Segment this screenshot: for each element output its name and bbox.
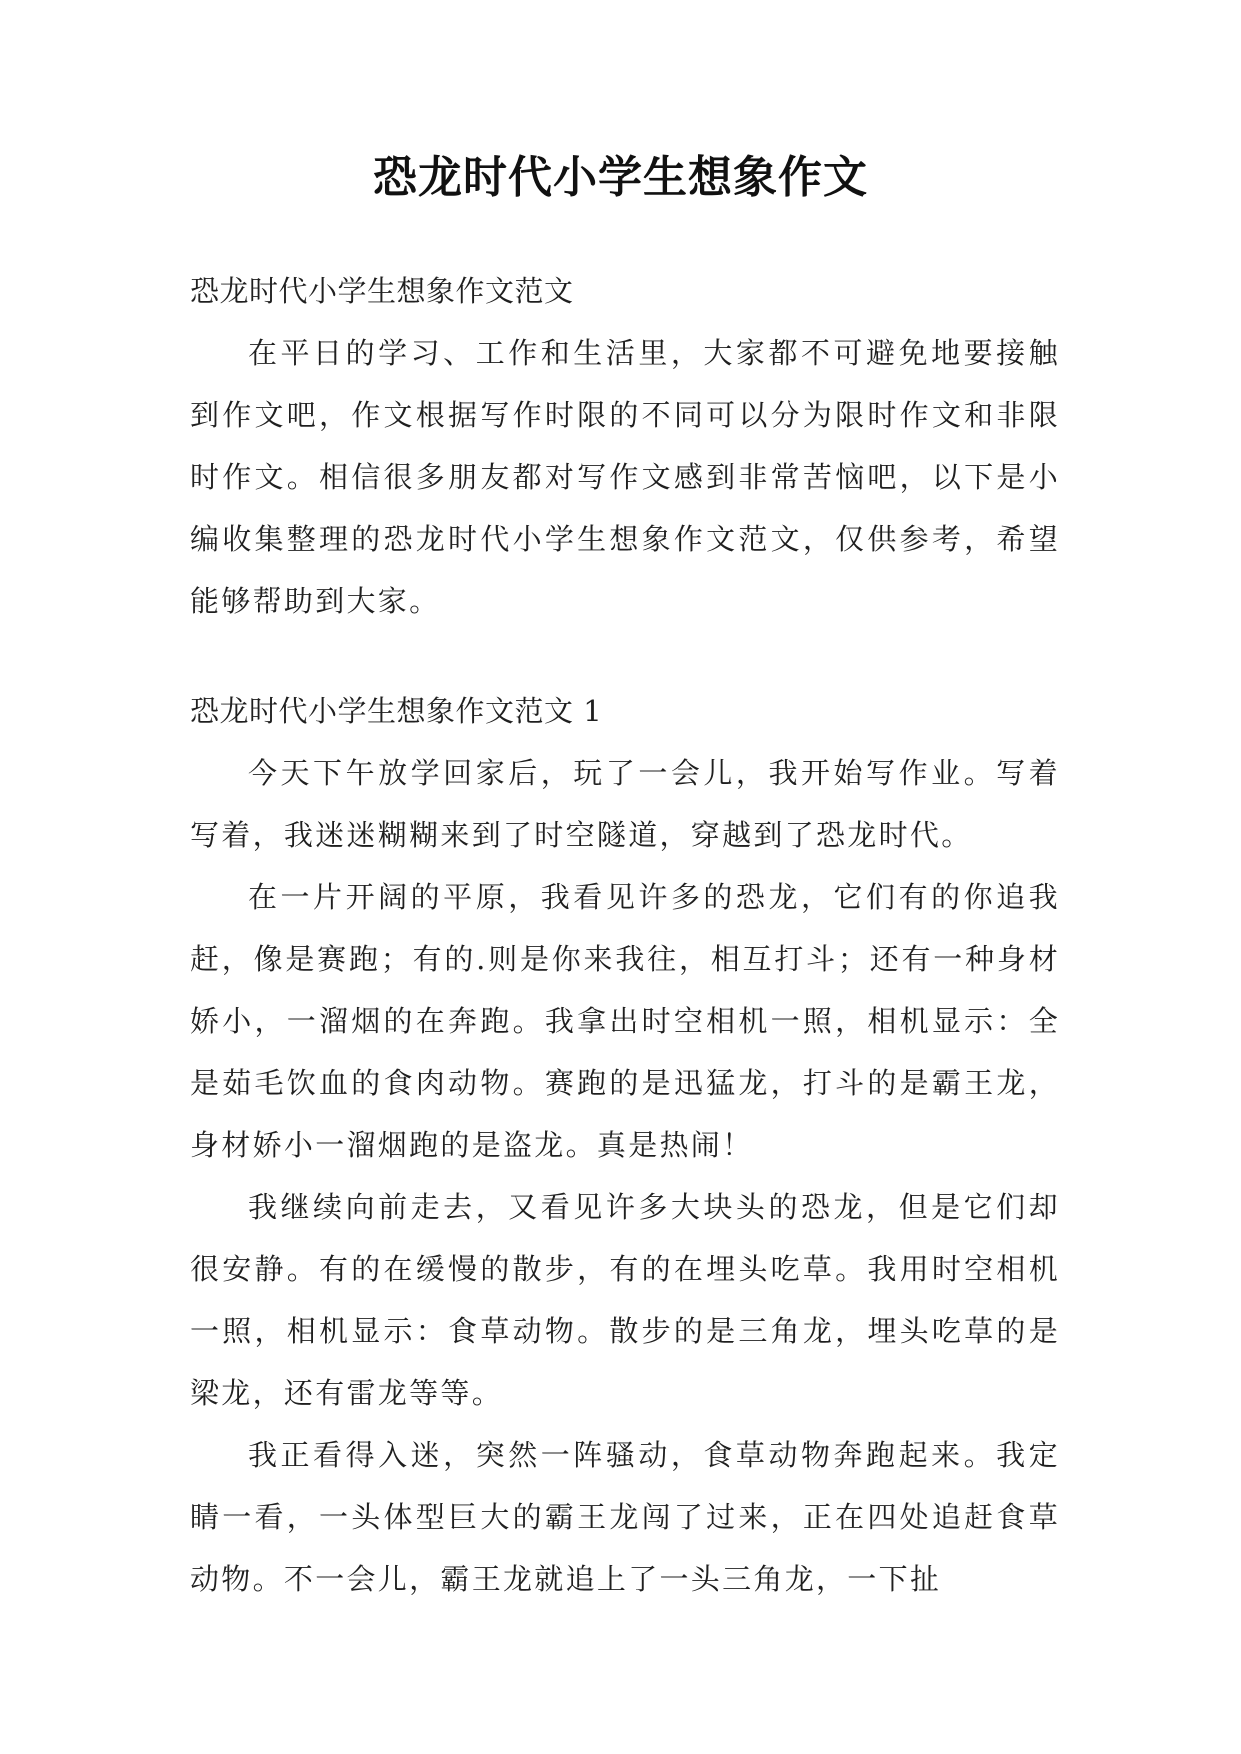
intro-section bbox=[190, 260, 1060, 632]
essay-section bbox=[190, 680, 1060, 1610]
document-title: 恐龙时代小学生想象作文 bbox=[373, 152, 868, 203]
essay-heading: 恐龙时代小学生想象作文范文 1 bbox=[190, 694, 603, 728]
essay-paragraph: 在一片开阔的平原，我看见许多的恐龙，它们有的你追我赶，像是赛跑；有的.则是你来我往，相互打斗；还有一种身材娇小，一溜烟的在奔跑。我拿出时空相机一照，相机显示：全是茹毛饮血的食肉动物。赛跑的是迅猛龙，打斗的是霸王龙，身材娇小一溜烟跑的是盗龙。真是热闹！ bbox=[190, 880, 1060, 1162]
intro-heading: 恐龙时代小学生想象作文范文 bbox=[190, 274, 574, 308]
essay-paragraph: 我正看得入迷，突然一阵骚动，食草动物奔跑起来。我定睛一看，一头体型巨大的霸王龙闯了过来，正在四处追赶食草动物。不一会儿，霸王龙就追上了一头三角龙，一下扯 bbox=[190, 1438, 1060, 1596]
essay-paragraph: 今天下午放学回家后，玩了一会儿，我开始写作业。写着写着，我迷迷糊糊来到了时空隧道，穿越到了恐龙时代。 bbox=[190, 756, 1060, 852]
intro-paragraph: 在平日的学习、工作和生活里，大家都不可避免地要接触到作文吧，作文根据写作时限的不同可以分为限时作文和非限时作文。相信很多朋友都对写作文感到非常苦恼吧，以下是小编收集整理的恐龙时代小学生想象作文范文，仅供参考，希望能够帮助到大家。 bbox=[190, 336, 1060, 618]
essay-paragraph: 我继续向前走去，又看见许多大块头的恐龙，但是它们却很安静。有的在缓慢的散步，有的在埋头吃草。我用时空相机一照，相机显示：食草动物。散步的是三角龙，埋头吃草的是梁龙，还有雷龙等等。 bbox=[190, 1190, 1060, 1410]
